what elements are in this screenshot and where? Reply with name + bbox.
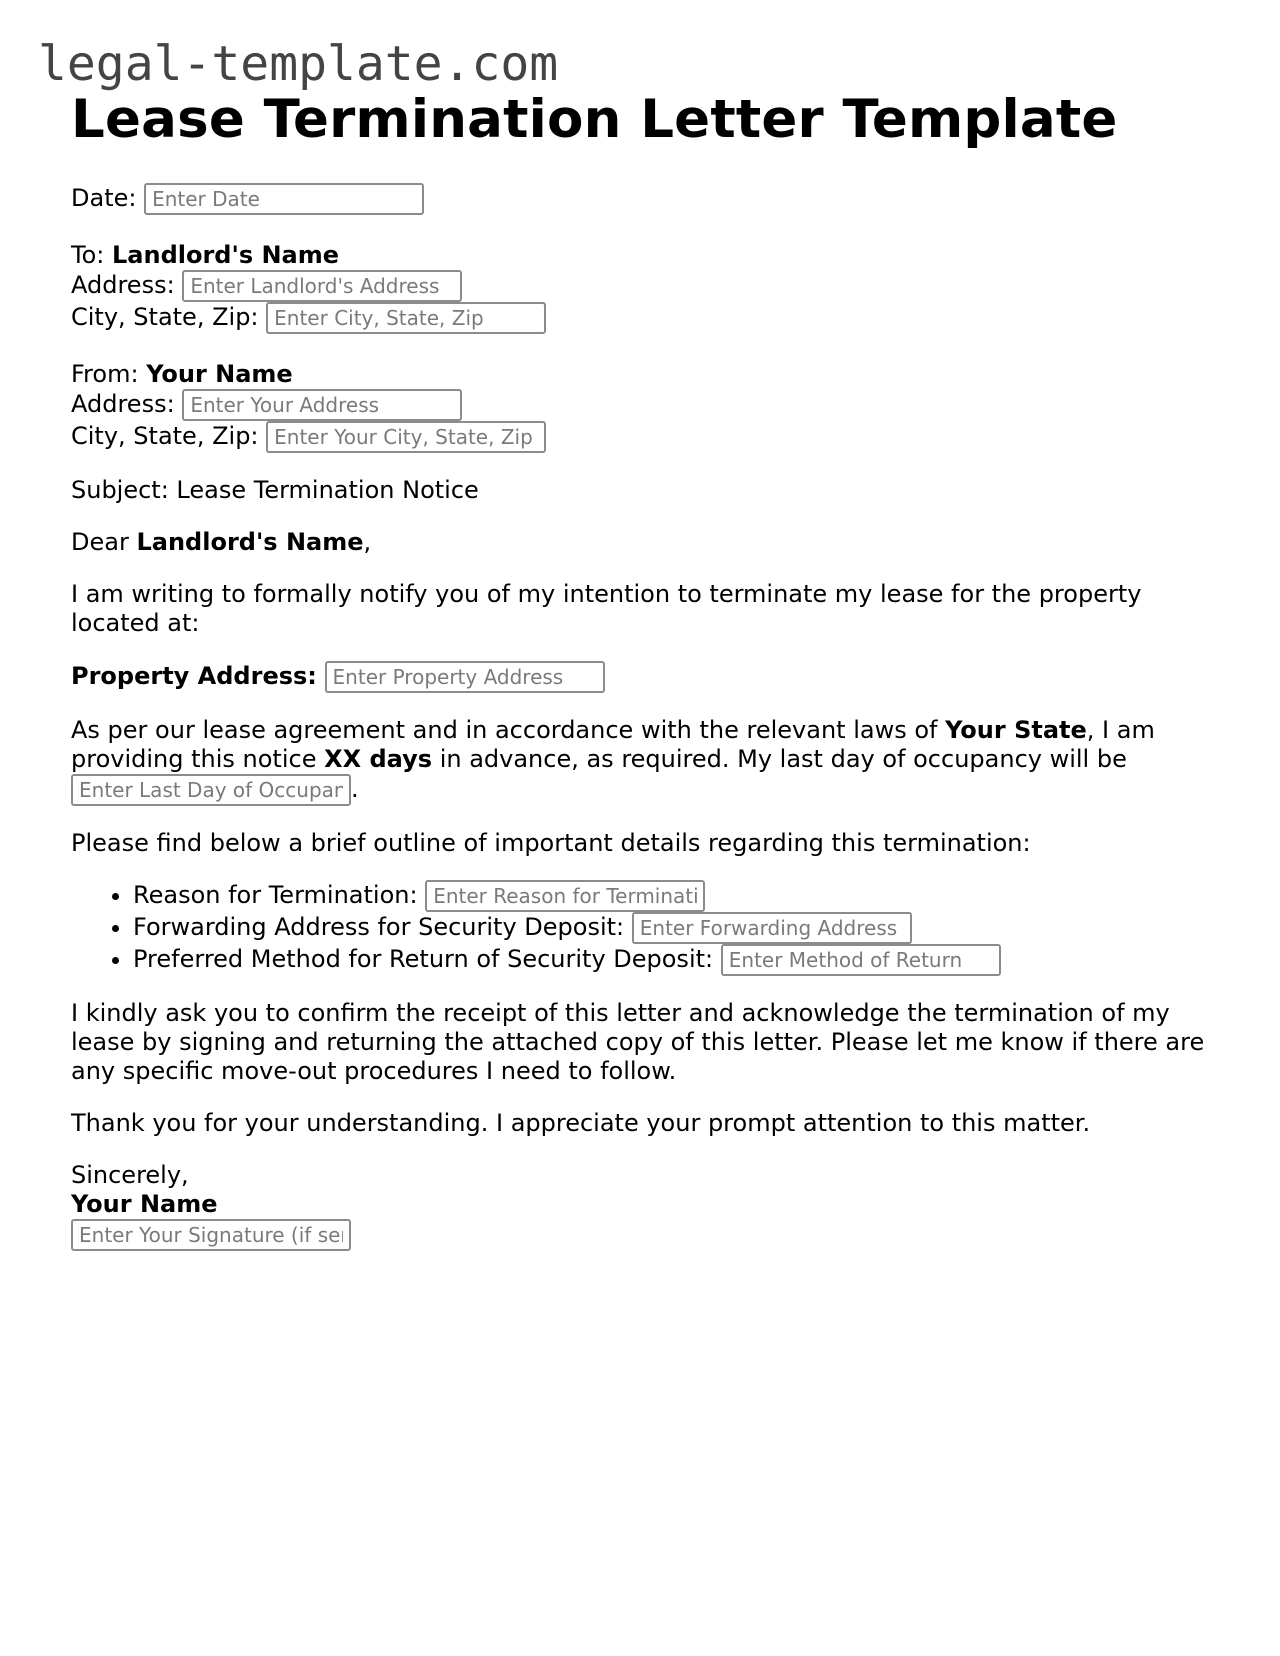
signature-block <box>71 1161 1211 1251</box>
salutation <box>71 528 1211 557</box>
notice-end: . <box>351 775 359 803</box>
recipient-block <box>71 241 1211 334</box>
signature-name-text: Your Name <box>71 1190 218 1218</box>
date-input[interactable] <box>144 183 424 215</box>
sender-address-input[interactable] <box>182 389 462 421</box>
intro-paragraph: I am writing to formally notify you of my intention to terminate my lease for the property located at: <box>71 580 1142 637</box>
outline-intro: Please find below a brief outline of important details regarding this termination: <box>71 829 1031 857</box>
property-row <box>71 661 1211 693</box>
forwarding-label: Forwarding Address for Security Deposit: <box>133 913 625 941</box>
from-city-label: City, State, Zip: <box>71 422 259 450</box>
forwarding-address-input[interactable] <box>632 912 912 944</box>
to-address-row <box>71 270 1211 302</box>
reason-label: Reason for Termination: <box>133 881 418 909</box>
to-address-label: Address: <box>71 271 175 299</box>
from-label: From: <box>71 360 139 388</box>
notice-days: XX days <box>324 745 433 773</box>
return-method-input[interactable] <box>721 944 1001 976</box>
landlord-address-input[interactable] <box>182 270 462 302</box>
from-address-label: Address: <box>71 390 175 418</box>
signature-input[interactable] <box>71 1219 351 1251</box>
landlord-name: Landlord's Name <box>112 241 340 269</box>
sender-name: Your Name <box>146 360 293 388</box>
letter <box>71 88 1211 1251</box>
notice-text-3: in advance, as required. My last day of occupancy will be <box>439 745 1127 773</box>
confirm-paragraph: I kindly ask you to confirm the receipt of this letter and acknowledge the termination of my lease by signing and returning the attached copy of this letter. Please let me know if there are any specific move-out procedures I need to follow. <box>71 999 1205 1085</box>
details-list <box>71 880 1211 976</box>
closing: Sincerely, <box>71 1161 189 1189</box>
list-item <box>133 880 1211 912</box>
last-day-input[interactable] <box>71 774 351 806</box>
salutation-suffix: , <box>363 528 372 556</box>
to-city-row <box>71 302 1211 334</box>
notice-state: Your State <box>945 716 1087 744</box>
sender-city-input[interactable] <box>266 421 546 453</box>
return-method-label: Preferred Method for Return of Security Deposit: <box>133 945 714 973</box>
list-item <box>133 912 1211 944</box>
salutation-prefix: Dear <box>71 528 129 556</box>
property-address-input[interactable] <box>325 661 605 693</box>
to-label: To: <box>71 241 105 269</box>
site-watermark: legal-template.com <box>38 36 559 92</box>
list-item <box>133 944 1211 976</box>
property-label: Property Address: <box>71 662 317 690</box>
to-city-label: City, State, Zip: <box>71 303 259 331</box>
salutation-name: Landlord's Name <box>136 528 364 556</box>
notice-text-1: As per our lease agreement and in accordance with the relevant laws of <box>71 716 938 744</box>
notice-paragraph <box>71 716 1211 806</box>
thanks-paragraph: Thank you for your understanding. I appreciate your prompt attention to this matter. <box>71 1109 1091 1137</box>
from-line <box>71 360 1211 389</box>
reason-input[interactable] <box>425 880 705 912</box>
date-row <box>71 183 1211 215</box>
signature-name <box>71 1190 1211 1219</box>
subject-line: Subject: Lease Termination Notice <box>71 476 479 504</box>
landlord-city-input[interactable] <box>266 302 546 334</box>
sender-block <box>71 360 1211 453</box>
from-address-row <box>71 389 1211 421</box>
to-line <box>71 241 1211 270</box>
page-title: Lease Termination Letter Template <box>71 89 1118 150</box>
from-city-row <box>71 421 1211 453</box>
date-label: Date: <box>71 184 137 212</box>
notice-text-2: , I am providing this notice <box>71 716 1155 773</box>
